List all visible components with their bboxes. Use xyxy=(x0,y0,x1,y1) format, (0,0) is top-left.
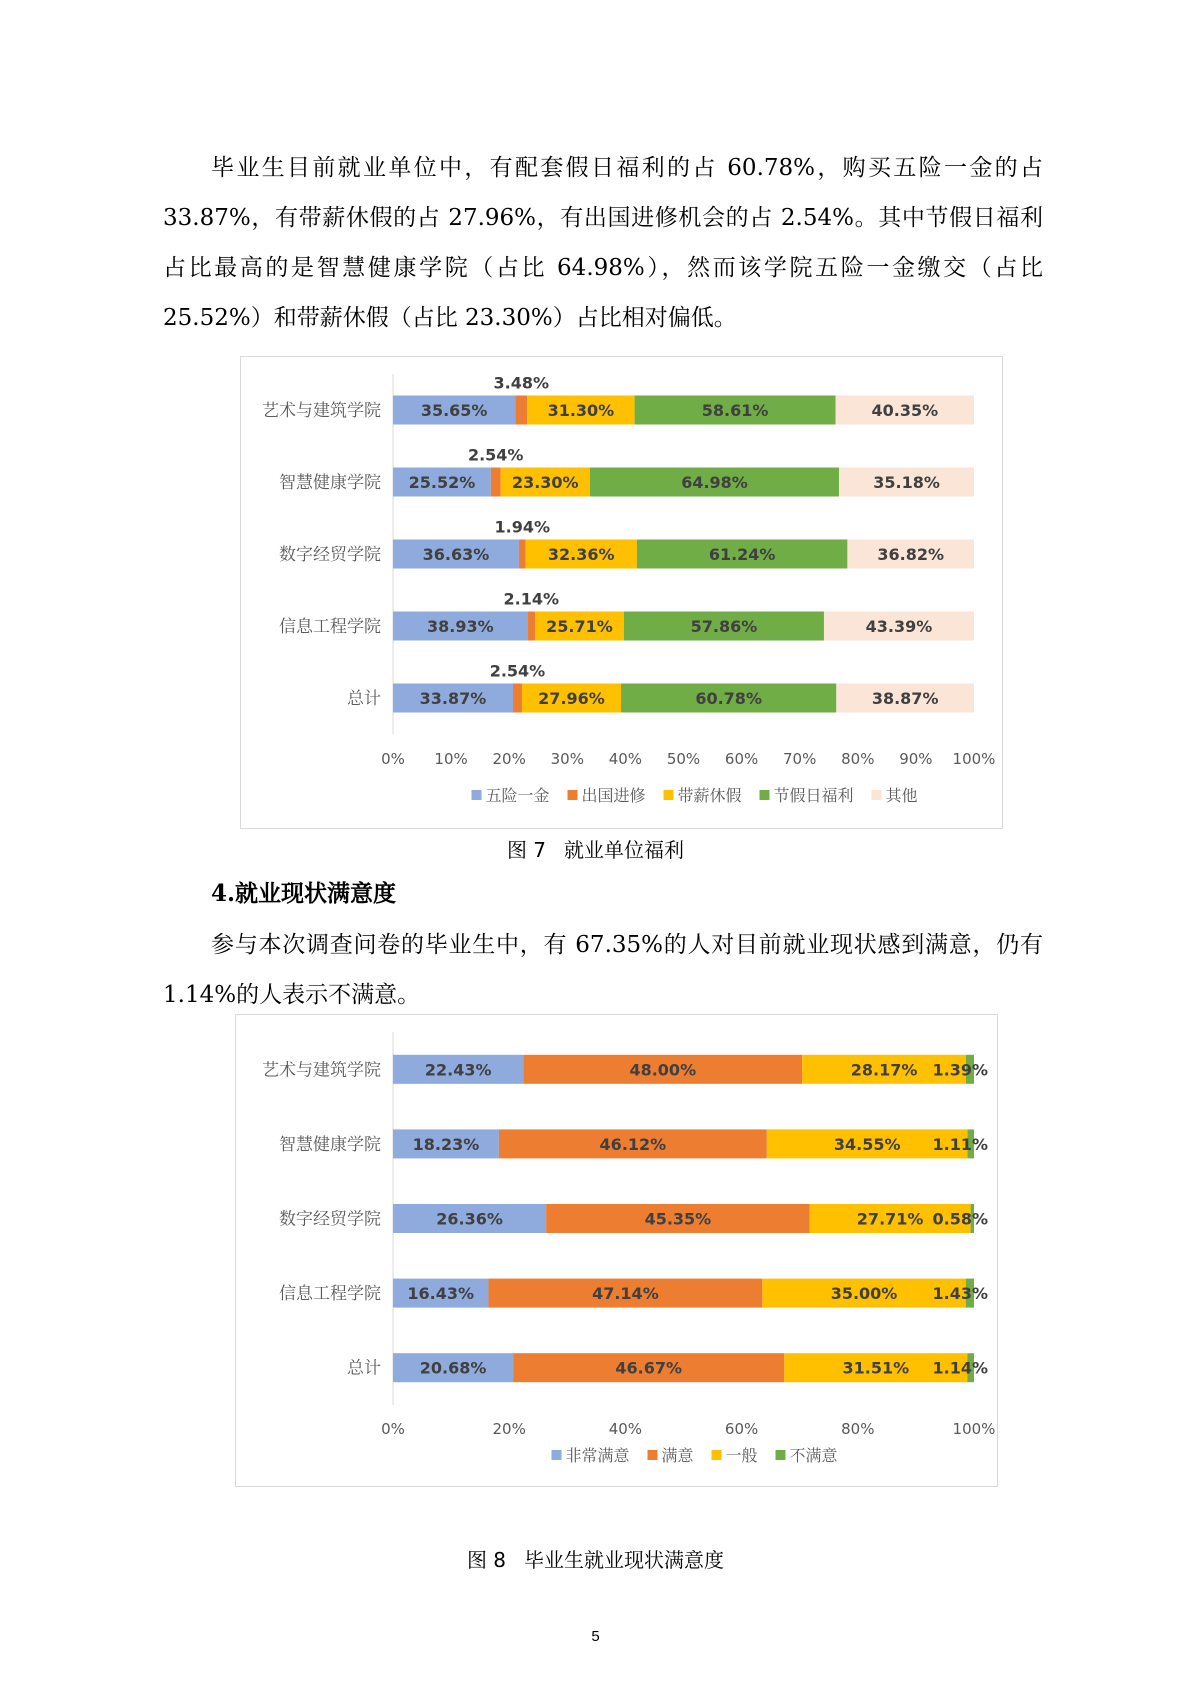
legend-swatch xyxy=(712,1450,722,1460)
data-label: 45.35% xyxy=(644,1209,712,1229)
bar-segment xyxy=(513,684,522,713)
data-label: 22.43% xyxy=(424,1060,492,1080)
data-label: 35.18% xyxy=(873,473,940,492)
data-label: 38.93% xyxy=(426,617,494,636)
data-label: 27.71% xyxy=(856,1209,924,1229)
legend-label: 非常满意 xyxy=(565,1446,630,1465)
figure-7-caption xyxy=(0,834,1191,863)
x-tick-label: 0% xyxy=(381,1420,405,1438)
category-label: 智慧健康学院 xyxy=(279,473,381,493)
bar-segment xyxy=(519,540,526,569)
legend-label: 节假日福利 xyxy=(773,786,854,805)
bar-segment xyxy=(491,468,501,497)
x-tick-label: 100% xyxy=(952,1420,996,1438)
legend-label: 不满意 xyxy=(789,1446,838,1465)
employer-benefits-chart-svg xyxy=(241,357,1002,828)
data-label: 25.71% xyxy=(546,617,613,636)
legend-label: 带薪休假 xyxy=(677,786,742,805)
data-label: 57.86% xyxy=(690,617,758,636)
x-tick-label: 90% xyxy=(899,750,933,768)
data-label: 20.68% xyxy=(419,1358,487,1378)
data-label: 64.98% xyxy=(681,473,748,492)
data-label: 60.78% xyxy=(695,689,762,708)
legend-label: 一般 xyxy=(725,1446,758,1465)
bar-segment xyxy=(528,612,535,641)
data-label: 40.35% xyxy=(871,401,939,420)
data-label: 31.30% xyxy=(547,401,615,420)
data-label: 61.24% xyxy=(708,545,776,564)
category-label: 艺术与建筑学院 xyxy=(262,401,381,421)
data-label: 16.43% xyxy=(407,1284,475,1304)
data-label: 58.61% xyxy=(701,401,769,420)
x-tick-label: 80% xyxy=(841,750,875,768)
legend-swatch xyxy=(552,1450,562,1460)
legend-swatch xyxy=(872,790,882,800)
data-label: 43.39% xyxy=(865,617,933,636)
x-tick-label: 0% xyxy=(381,750,405,768)
data-label: 46.67% xyxy=(615,1358,683,1378)
data-label: 1.14% xyxy=(932,1358,988,1378)
x-tick-label: 40% xyxy=(608,1420,643,1438)
legend-swatch xyxy=(776,1450,786,1460)
x-tick-label: 80% xyxy=(841,1420,875,1438)
section-heading: 4.就业现状满意度 xyxy=(211,880,397,907)
data-label: 2.54% xyxy=(489,661,546,681)
data-label: 35.00% xyxy=(830,1284,898,1304)
x-tick-label: 30% xyxy=(550,750,584,768)
category-label: 信息工程学院 xyxy=(279,617,381,637)
data-label: 32.36% xyxy=(547,545,615,564)
data-label: 34.55% xyxy=(833,1134,901,1154)
data-label: 36.63% xyxy=(422,545,490,564)
legend-label: 满意 xyxy=(661,1446,694,1465)
figure-8-number: 图 8 xyxy=(466,1548,507,1572)
data-label: 1.11% xyxy=(932,1134,988,1154)
x-tick-label: 20% xyxy=(492,750,526,768)
data-label: 0.58% xyxy=(932,1209,988,1229)
data-label: 28.17% xyxy=(850,1060,918,1080)
data-label: 48.00% xyxy=(629,1060,697,1080)
figure-7-title: 就业单位福利 xyxy=(564,838,685,862)
legend-swatch xyxy=(760,790,770,800)
category-label: 总计 xyxy=(347,689,381,709)
figure-7-number: 图 7 xyxy=(506,838,547,862)
legend-swatch xyxy=(568,790,578,800)
legend-label: 其他 xyxy=(885,786,918,805)
figure-8-caption xyxy=(0,1544,1191,1573)
x-tick-label: 70% xyxy=(783,750,817,768)
data-label: 35.65% xyxy=(420,401,488,420)
x-tick-label: 100% xyxy=(952,750,996,768)
legend-swatch xyxy=(472,790,482,800)
legend-label: 五险一金 xyxy=(485,786,550,805)
figure-8-title: 毕业生就业现状满意度 xyxy=(524,1548,725,1572)
data-label: 1.43% xyxy=(932,1284,988,1304)
data-label: 31.51% xyxy=(842,1358,910,1378)
legend-label: 出国进修 xyxy=(581,786,646,805)
satisfaction-paragraph: 参与本次调查问卷的毕业生中，有 67.35%的人对目前就业现状感到满意，仍有 1.14%的人表示不满意。 xyxy=(163,932,1043,1008)
x-tick-label: 50% xyxy=(666,750,701,768)
data-label: 25.52% xyxy=(408,473,476,492)
x-tick-label: 60% xyxy=(724,1420,759,1438)
bar-segment xyxy=(515,396,527,425)
page-number: 5 xyxy=(591,1628,600,1645)
employment-satisfaction-chart-svg xyxy=(236,1015,997,1486)
data-label: 46.12% xyxy=(599,1134,667,1154)
category-label: 数字经贸学院 xyxy=(279,1209,381,1230)
data-label: 2.14% xyxy=(503,589,560,609)
category-label: 智慧健康学院 xyxy=(279,1134,381,1155)
data-label: 2.54% xyxy=(467,445,524,465)
employment-satisfaction-chart xyxy=(235,1014,998,1487)
data-label: 38.87% xyxy=(871,689,939,708)
x-tick-label: 20% xyxy=(492,1420,526,1438)
data-label: 33.87% xyxy=(419,689,487,708)
legend-swatch xyxy=(648,1450,658,1460)
data-label: 26.36% xyxy=(436,1209,503,1229)
category-label: 数字经贸学院 xyxy=(279,545,381,565)
category-label: 艺术与建筑学院 xyxy=(262,1060,381,1081)
legend-swatch xyxy=(664,790,674,800)
data-label: 3.48% xyxy=(493,373,550,393)
x-tick-label: 40% xyxy=(608,750,643,768)
benefits-paragraph: 毕业生目前就业单位中，有配套假日福利的占 60.78%，购买五险一金的占 33.87%，有带薪休假的占 27.96%，有出国进修机会的占 2.54%。其中节假日福利占比最高的是智慧健康学院（占比 64.98%），然而该学院五险一金缴交（占比 25.52%）和带薪休假（占比 23.30%）占比相对偏低。 xyxy=(163,155,1043,331)
x-tick-label: 10% xyxy=(434,750,468,768)
category-label: 信息工程学院 xyxy=(279,1284,381,1305)
employer-benefits-chart xyxy=(240,356,1003,829)
data-label: 18.23% xyxy=(412,1134,480,1154)
data-label: 1.94% xyxy=(494,517,551,537)
data-label: 1.39% xyxy=(932,1060,988,1080)
x-tick-label: 60% xyxy=(724,750,759,768)
category-label: 总计 xyxy=(347,1358,381,1379)
data-label: 27.96% xyxy=(538,689,605,708)
data-label: 47.14% xyxy=(592,1284,659,1304)
data-label: 23.30% xyxy=(511,473,579,492)
data-label: 36.82% xyxy=(877,545,945,564)
